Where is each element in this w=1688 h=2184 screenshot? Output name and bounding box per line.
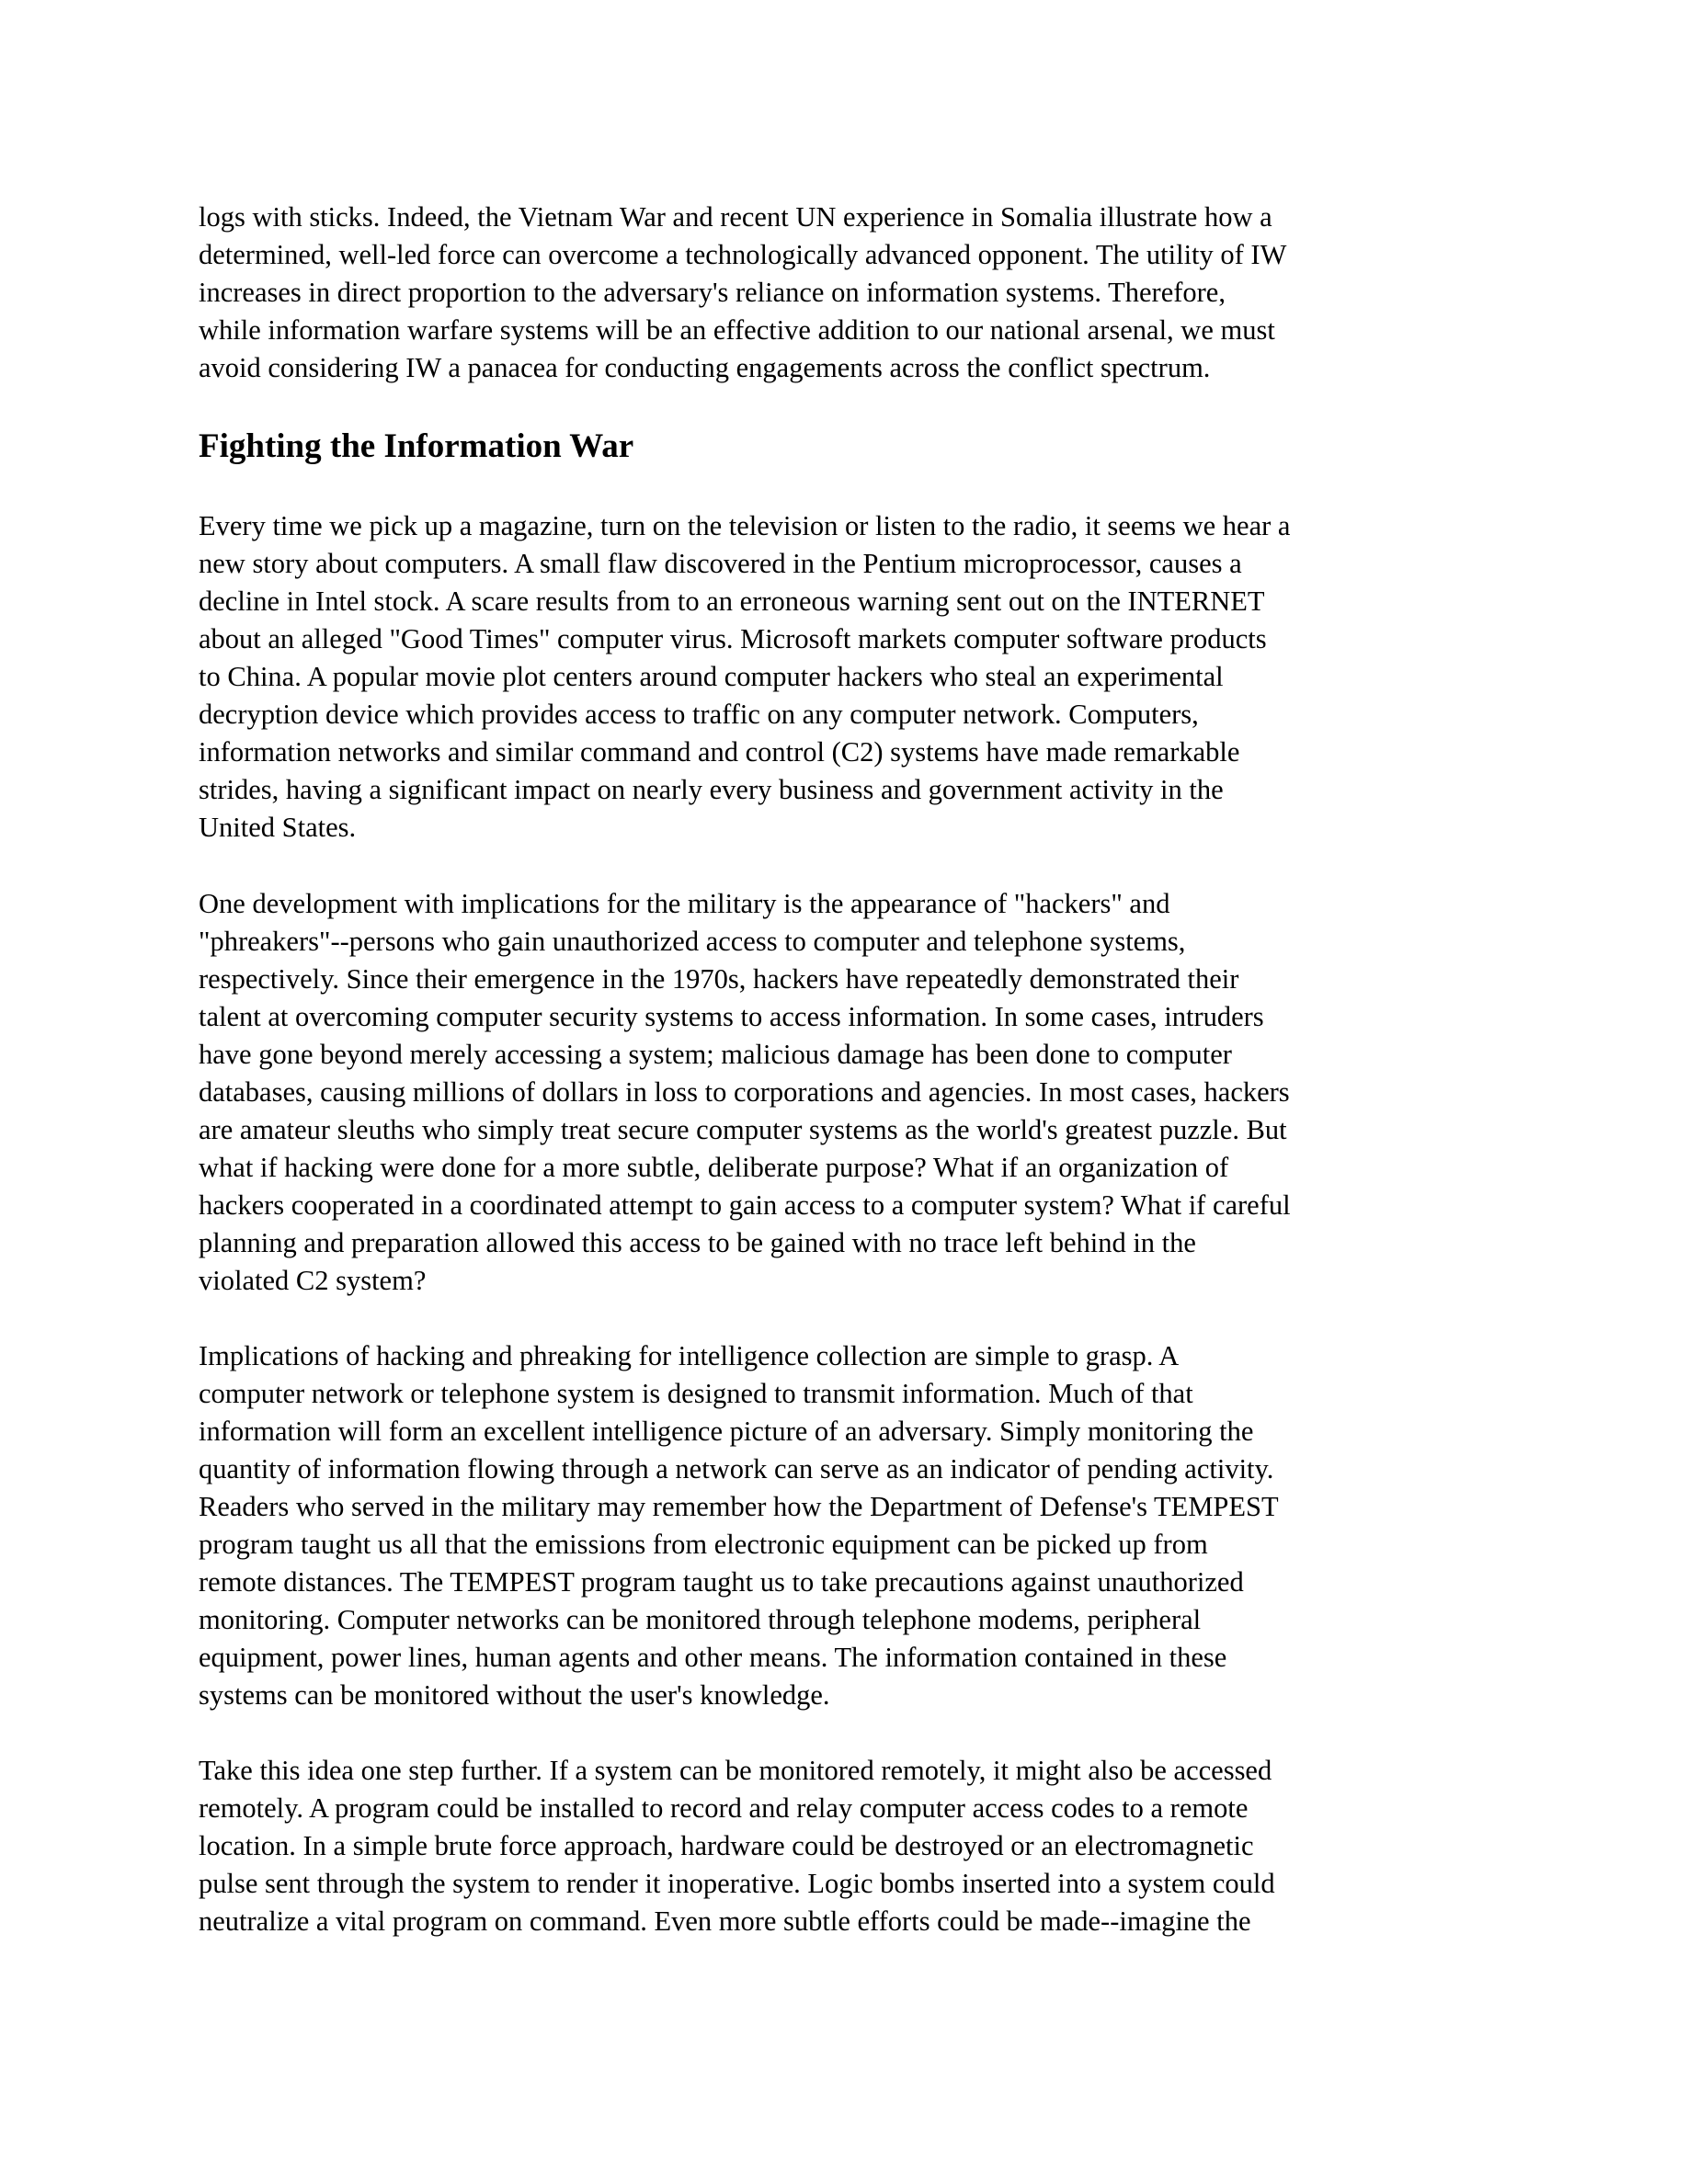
text-line: computer network or telephone system is designed to transmit information. Much of that — [199, 1378, 1193, 1409]
text-line: violated C2 system? — [199, 1265, 427, 1296]
text-line: neutralize a vital program on command. Even more subtle efforts could be made--imagine the — [199, 1905, 1251, 1937]
text-line: new story about computers. A small flaw discovered in the Pentium microprocessor, causes a — [199, 548, 1242, 579]
text-line: "phreakers"--persons who gain unauthorized access to computer and telephone systems, — [199, 926, 1186, 957]
text-line: to China. A popular movie plot centers around computer hackers who steal an experimental — [199, 661, 1224, 692]
text-line: strides, having a significant impact on nearly every business and government activity in the — [199, 774, 1224, 805]
text-line: respectively. Since their emergence in the 1970s, hackers have repeatedly demonstrated their — [199, 963, 1239, 995]
paragraph-3 — [199, 1337, 1504, 1714]
paragraph-4 — [199, 1752, 1504, 1940]
text-line: are amateur sleuths who simply treat secure computer systems as the world's greatest puzzle. But — [199, 1114, 1287, 1145]
paragraph-2 — [199, 885, 1504, 1300]
text-line: decline in Intel stock. A scare results from to an erroneous warning sent out on the INTERNET — [199, 586, 1265, 617]
text-line: information networks and similar command and control (C2) systems have made remarkable — [199, 736, 1240, 768]
paragraph-continued — [199, 199, 1504, 387]
text-line: remotely. A program could be installed to record and relay computer access codes to a remote — [199, 1792, 1249, 1824]
section-heading: Fighting the Information War — [199, 427, 634, 465]
text-line: Take this idea one step further. If a system can be monitored remotely, it might also be accessed — [199, 1755, 1272, 1786]
text-line: have gone beyond merely accessing a system; malicious damage has been done to computer — [199, 1039, 1232, 1070]
text-line: location. In a simple brute force approach, hardware could be destroyed or an electromagnetic — [199, 1830, 1254, 1861]
text-line: about an alleged "Good Times" computer virus. Microsoft markets computer software products — [199, 623, 1267, 654]
text-line: equipment, power lines, human agents and other means. The information contained in these — [199, 1642, 1227, 1673]
text-line: increases in direct proportion to the adversary's reliance on information systems. Therefore, — [199, 277, 1226, 308]
text-line: systems can be monitored without the user's knowledge. — [199, 1679, 830, 1711]
text-line: while information warfare systems will be an effective addition to our national arsenal, we must — [199, 314, 1275, 346]
text-line: planning and preparation allowed this access to be gained with no trace left behind in the — [199, 1227, 1196, 1258]
text-line: monitoring. Computer networks can be monitored through telephone modems, peripheral — [199, 1604, 1202, 1635]
text-line: remote distances. The TEMPEST program taught us to take precautions against unauthorized — [199, 1566, 1244, 1598]
text-line: hackers cooperated in a coordinated attempt to gain access to a computer system? What if careful — [199, 1189, 1291, 1221]
text-line: Implications of hacking and phreaking for intelligence collection are simple to grasp. A — [199, 1340, 1180, 1371]
text-line: avoid considering IW a panacea for conducting engagements across the conflict spectrum. — [199, 352, 1211, 383]
text-line: information will form an excellent intelligence picture of an adversary. Simply monitoring the — [199, 1416, 1254, 1447]
text-line: quantity of information flowing through a network can serve as an indicator of pending activity. — [199, 1453, 1274, 1484]
text-line: program taught us all that the emissions from electronic equipment can be picked up from — [199, 1529, 1208, 1560]
text-line: logs with sticks. Indeed, the Vietnam War and recent UN experience in Somalia illustrate how a — [199, 201, 1272, 233]
text-line: One development with implications for the military is the appearance of "hackers" and — [199, 888, 1170, 919]
text-line: decryption device which provides access to traffic on any computer network. Computers, — [199, 699, 1199, 730]
text-line: United States. — [199, 812, 357, 843]
text-line: Every time we pick up a magazine, turn on the television or listen to the radio, it seems we hear a — [199, 510, 1291, 541]
text-line: Readers who served in the military may remember how the Department of Defense's TEMPEST — [199, 1491, 1279, 1522]
text-line: determined, well-led force can overcome a technologically advanced opponent. The utility of IW — [199, 239, 1287, 270]
text-line: what if hacking were done for a more subtle, deliberate purpose? What if an organization of — [199, 1152, 1229, 1183]
paragraph-1 — [199, 507, 1504, 847]
text-line: pulse sent through the system to render it inoperative. Logic bombs inserted into a system could — [199, 1868, 1275, 1899]
text-line: databases, causing millions of dollars in loss to corporations and agencies. In most cases, hackers — [199, 1076, 1290, 1108]
text-line: talent at overcoming computer security systems to access information. In some cases, intruders — [199, 1001, 1264, 1032]
